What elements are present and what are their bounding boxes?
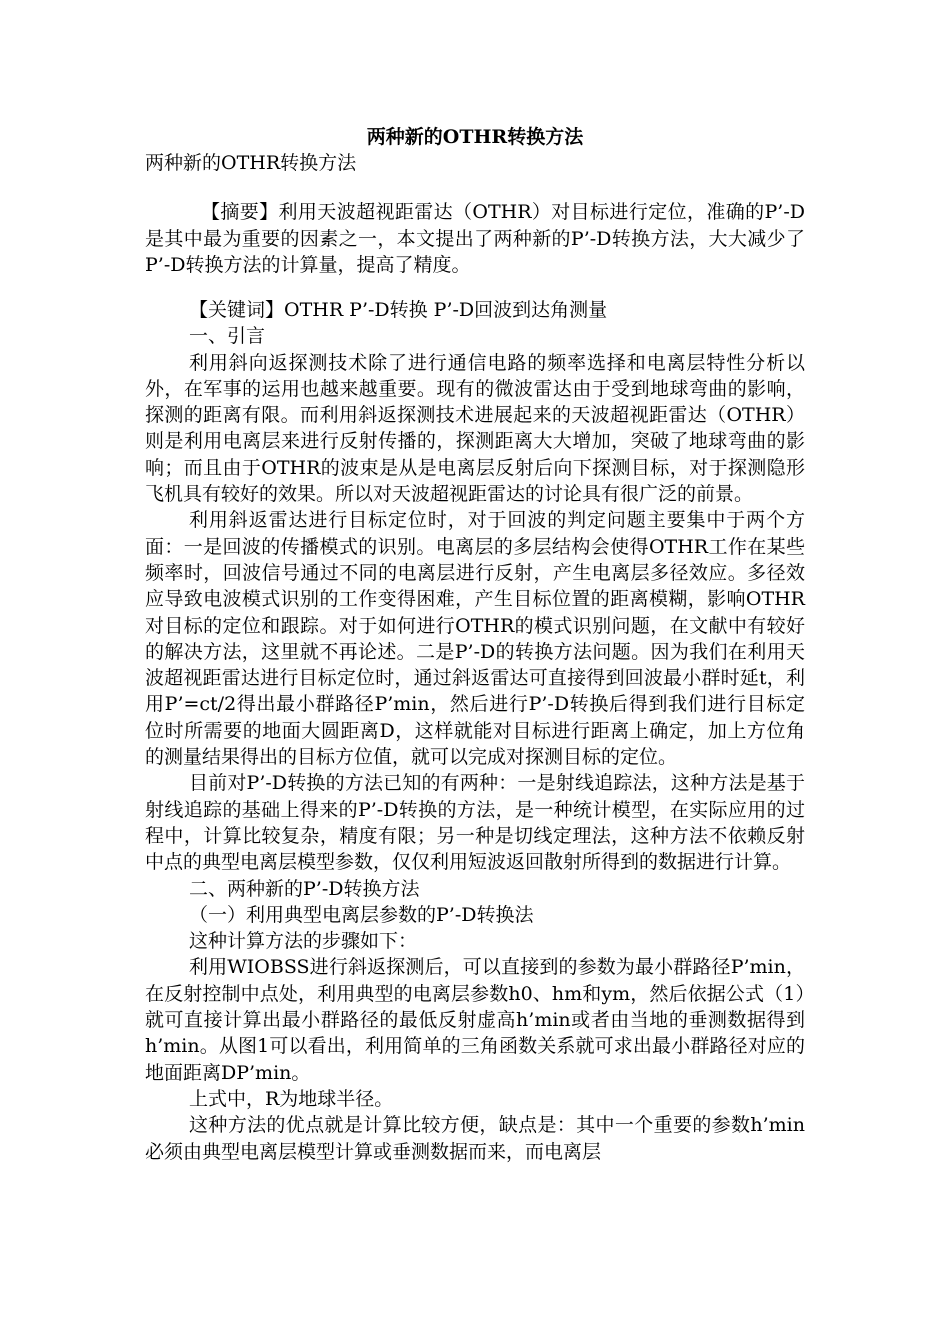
subsection-heading: （一）利用典型电离层参数的P’-D转换法 [189, 903, 534, 926]
section-heading-introduction: 一、引言 [189, 325, 266, 348]
body-paragraph: 这种方法的优点就是计算比较方便，缺点是：其中一个重要的参数h’min必须由典型电离层模型计算或垂测数据而来，而电离层 [145, 1114, 805, 1163]
document-subtitle: 两种新的OTHR转换方法 [145, 152, 357, 174]
body-paragraph: 利用斜返雷达进行目标定位时，对于回波的判定问题主要集中于两个方面：一是回波的传播模式的识别。电离层的多层结构会使得OTHR工作在某些频率时，回波信号通过不同的电离层进行反射，产生电离层多径效应。多径效应导致电波模式识别的工作变得困难，产生目标位置的距离模糊，影响OTHR对目标的定位和跟踪。对于如何进行OTHR的模式识别问题，在文献中有较好的解决方法，这里就不再论述。二是P’-D的转换方法问题。因为我们在利用天波超视距雷达进行目标定位时，通过斜返雷达可直接得到回波最小群时延t，利用P’=ct/2得出最小群路径P’min，然后进行P’-D转换后得到我们进行目标定位时所需要的地面大圆距离D，这样就能对目标进行距离上确定，加上方位角的测量结果得出的目标方位值，就可以完成对探测目标的定位。 [145, 509, 805, 769]
body-paragraph: 上式中，R为地球半径。 [189, 1087, 394, 1110]
body-paragraph: 这种计算方法的步骤如下： [189, 930, 418, 953]
document-title: 两种新的OTHR转换方法 [366, 126, 584, 148]
abstract-paragraph: 【摘要】利用天波超视距雷达（OTHR）对目标进行定位，准确的P’-D是其中最为重要的因素之一，本文提出了两种新的P’-D转换方法，大大减少了P’-D转换方法的计算量，提高了精度。 [145, 201, 805, 276]
body-paragraph: 利用斜向返探测技术除了进行通信电路的频率选择和电离层特性分析以外，在军事的运用也越来越重要。现有的微波雷达由于受到地球弯曲的影响，探测的距离有限。而利用斜返探测技术进展起来的天波超视距雷达（OTHR）则是利用电离层来进行反射传播的，探测距离大大增加，突破了地球弯曲的影响；而且由于OTHR的波束是从是电离层反射后向下探测目标，对于探测隐形飞机具有较好的效果。所以对天波超视距雷达的讨论具有很广泛的前景。 [145, 351, 805, 506]
keywords-line: 【关键词】OTHR P’-D转换 P’-D回波到达角测量 [189, 299, 608, 321]
section-heading-methods: 二、两种新的P’-D转换方法 [189, 877, 420, 900]
body-paragraph: 利用WIOBSS进行斜返探测后，可以直接到的参数为最小群路径P’min，在反射控制中点处，利用典型的电离层参数h0、hm和ym，然后依据公式（1）就可直接计算出最小群路径的最低反射虚高h’min或者由当地的垂测数据得到h’min。从图1可以看出，利用简单的三角函数关系就可求出最小群路径对应的地面距离DP’min。 [145, 956, 805, 1084]
body-text [145, 297, 805, 1165]
body-paragraph: 目前对P’-D转换的方法已知的有两种：一是射线追踪法，这种方法是基于射线追踪的基础上得来的P’-D转换的方法，是一种统计模型，在实际应用的过程中，计算比较复杂，精度有限；另一种是切线定理法，这种方法不依赖反射中点的典型电离层模型参数，仅仅利用短波返回散射所得到的数据进行计算。 [145, 772, 805, 874]
